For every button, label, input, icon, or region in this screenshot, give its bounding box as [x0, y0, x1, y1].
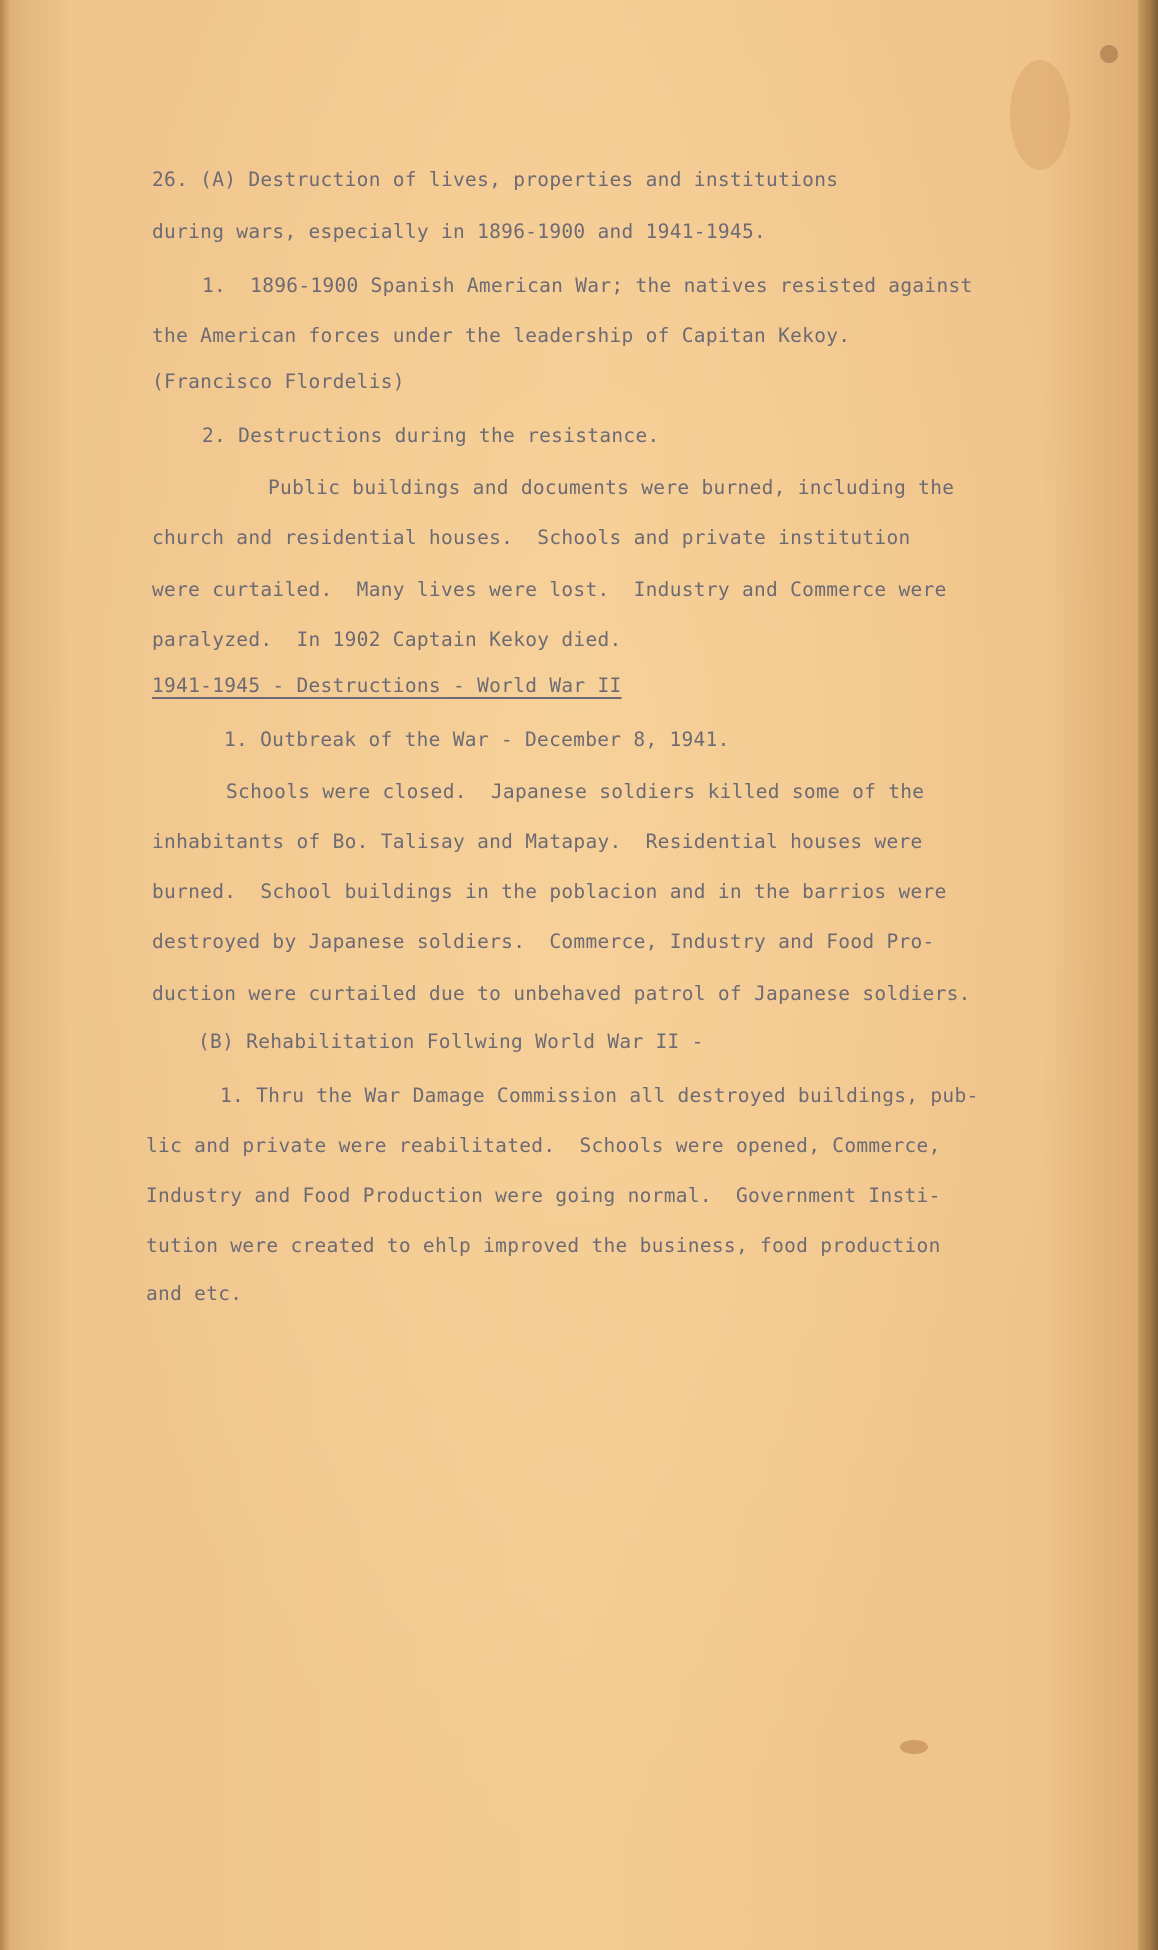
text-line: the American forces under the leadership of Capitan Kekoy.	[152, 324, 851, 347]
text-line: (Francisco Flordelis)	[152, 370, 405, 393]
text-line: Public buildings and documents were burned, including the	[268, 476, 955, 499]
text-line: duction were curtailed due to unbehaved patrol of Japanese soldiers.	[152, 982, 971, 1005]
text-line: destroyed by Japanese soldiers. Commerce, Industry and Food Pro-	[152, 930, 935, 953]
text-line: Industry and Food Production were going normal. Government Insti-	[146, 1184, 941, 1207]
text-line: tution were created to ehlp improved the business, food production	[146, 1234, 941, 1257]
text-line: Schools were closed. Japanese soldiers killed some of the	[226, 780, 925, 803]
text-line: were curtailed. Many lives were lost. Industry and Commerce were	[152, 578, 947, 601]
section-heading: 1941-1945 - Destructions - World War II	[152, 674, 622, 697]
text-line: 2. Destructions during the resistance.	[202, 424, 660, 447]
text-line: inhabitants of Bo. Talisay and Matapay. Residential houses were	[152, 830, 923, 853]
text-line: burned. School buildings in the poblacion and in the barrios were	[152, 880, 947, 903]
text-line: 26. (A) Destruction of lives, properties and institutions	[152, 168, 839, 191]
text-line: lic and private were reabilitated. Schools were opened, Commerce,	[146, 1134, 941, 1157]
text-line: (B) Rehabilitation Follwing World War II -	[198, 1030, 704, 1053]
text-line: 1. Outbreak of the War - December 8, 1941.	[224, 728, 730, 751]
text-line: 1. Thru the War Damage Commission all destroyed buildings, pub-	[220, 1084, 979, 1107]
text-line: church and residential houses. Schools and private institution	[152, 526, 911, 549]
text-line: paralyzed. In 1902 Captain Kekoy died.	[152, 628, 622, 651]
text-line: during wars, especially in 1896-1900 and 1941-1945.	[152, 220, 767, 243]
text-line: and etc.	[146, 1282, 243, 1305]
text-line: 1. 1896-1900 Spanish American War; the natives resisted against	[202, 274, 973, 297]
